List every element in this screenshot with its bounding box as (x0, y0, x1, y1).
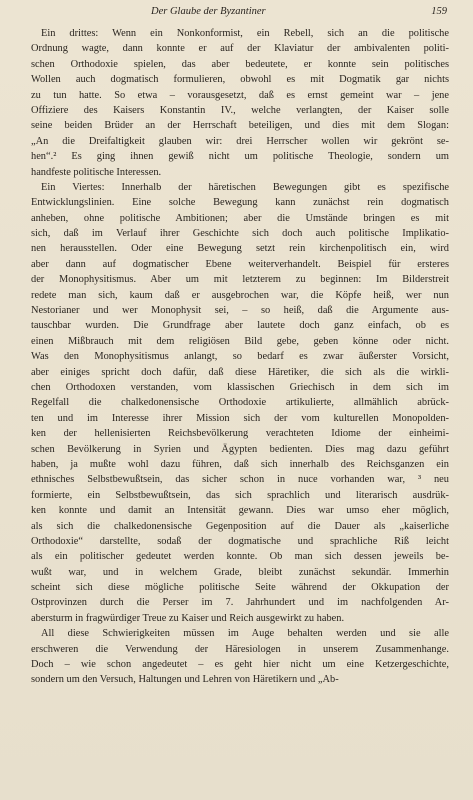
text-line: hen“.² Es ging ihnen gewiß nicht um politische Theologie, sondern um (31, 151, 449, 163)
text-line: erschweren die Verwendung der Häresiologen in unserem Zusammenhange. (31, 643, 449, 655)
text-line: ken der hellenisierten Reichsbevölkerung verachteten Idiome der einheimi- (31, 428, 449, 440)
text-line: nen herausstellen. Oder eine Bewegung setzt rein kirchenpolitisch ein, wird (31, 243, 449, 255)
text-line: Doch – wie schon angedeutet – es geht hier nicht um eine Ketzergeschichte, (31, 659, 449, 671)
text-line: Offiziere des Kaisers Konstantin IV., welche verlangten, der Kaiser solle (31, 104, 449, 116)
text-line: aber einiges spricht doch dafür, daß diese Häretiker, die sich als die wirkli- (31, 366, 449, 378)
text-line: als sich die chalkedonensische Gegenposition auf die Dauer als „kaiserliche (31, 520, 449, 532)
text-line: Entwicklungslinien. Eine solche Bewegung kann zunächst rein dogmatisch (31, 197, 449, 209)
text-line: haben, ja mußte wohl dazu führen, daß sich innerhalb des Reichsganzen ein (31, 458, 449, 470)
text-line: ethnisches Selbstbewußtsein, das sicher schon in nuce vorhanden war, ³ neu (31, 474, 449, 486)
text-line: redete man sich, kaum daß er ausgebrochen war, die Köpfe heiß, wer nun (31, 289, 449, 301)
text-line: Ein drittes: Wenn ein Nonkonformist, ein Rebell, sich an die politische (41, 28, 449, 39)
text-line: „An die Dreifaltigkeit glauben wir: drei Herrscher wollen wir gekrönt se- (31, 135, 449, 147)
text-line: schen Orthodoxie spielen, das aber bedeutete, er konnte sein politisches (31, 58, 449, 70)
text-line: seine beiden Brüder an der Herrschaft beteiligen, und dies mit dem Slogan: (31, 120, 449, 132)
text-line: Wollen auch dogmatisch formulieren, obwohl es mit Dogmatik gar nichts (31, 74, 449, 86)
text-line: Was den Monophysitismus anlangt, so bedarf es zwar äußerster Vorsicht, (31, 351, 449, 363)
text-line: als ein politischer gedeutet werden konnte. Ob man sich dessen jeweils be- (31, 551, 449, 563)
text-line: sondern um den Versuch, Haltungen und Lehren von Häretikern und „Ab- (31, 674, 339, 686)
body-text (31, 26, 449, 688)
text-line: All diese Schwierigkeiten müssen im Auge behalten werden und sie alle (41, 628, 449, 640)
text-line: scheint sich diese mögliche politische Seite während der Okkupation der (31, 582, 449, 594)
text-line: formierte, ein Selbstbewußtsein, das sich sprachlich und literarisch ausdrük- (31, 489, 449, 501)
text-line: Ordnung wagte, dann konnte er auf der Klaviatur der ambivalenten politi- (31, 43, 449, 55)
text-line: wußt war, und in welchem Grade, bleibt zunächst sekundär. Immerhin (31, 566, 449, 578)
text-line: Ein Viertes: Innerhalb der häretischen Bewegungen gibt es spezifische (41, 181, 449, 193)
text-line: Orthodoxie“ darstellte, sodaß der dogmatische und sprachliche Riß leicht (31, 535, 449, 547)
text-line: ken konnte und damit an Intensität gewann. Dies war umso eher möglich, (31, 505, 449, 517)
text-line: ten und im Interesse ihrer Mission sich der vom kulturellen Monopolden- (31, 412, 449, 424)
text-line: sich, daß im Verlauf ihrer Geschichte sich doch auch politische Implikatio- (31, 228, 449, 240)
text-line: der Monophysitismus. Aber um mit letzterem zu beginnen: Im Bilderstreit (31, 274, 449, 286)
text-line: einen Mißbrauch mit dem religiösen Bild gebe, geben könne oder nicht. (31, 335, 449, 347)
text-line: anheben, ohne politische Ambitionen; aber die Umstände bringen es mit (31, 212, 449, 224)
text-line: tauschbar wurden. Die Grundfrage aber lautete doch ganz einfach, ob es (31, 320, 449, 332)
running-title: Der Glaube der Byzantiner (151, 6, 266, 17)
text-line: handfeste politische Interessen. (31, 166, 162, 178)
text-line: zu tun hatte. So etwa – vorausgesetzt, daß es ernst gemeint war – jene (31, 89, 449, 101)
page-number: 159 (431, 6, 447, 17)
text-line: chen Orthodoxen verstanden, vom klassischen Griechisch in dem sich im (31, 381, 449, 393)
text-line: schen Bevölkerung in Syrien und Ägypten bedienten. Dies mag dazu geführt (31, 443, 449, 455)
text-line: Nestorianer und wer Monophysit sei, – so heiß, daß die Argumente aus- (31, 305, 449, 317)
text-line: Ostprovinzen durch die Perser im 7. Jahrhundert und im nachfolgenden Ar- (31, 597, 449, 609)
text-line: Regelfall die chalkedonensische Orthodoxie artikulierte, allmählich abrück- (31, 397, 449, 409)
running-head (31, 6, 449, 22)
text-line: aber dann auf dogmatischer Ebene weiterverhandelt. Beispiel für ersteres (31, 258, 449, 270)
text-line: abersturm in fragwürdiger Treue zu Kaiser und Reich ausgewirkt zu haben. (31, 612, 345, 624)
